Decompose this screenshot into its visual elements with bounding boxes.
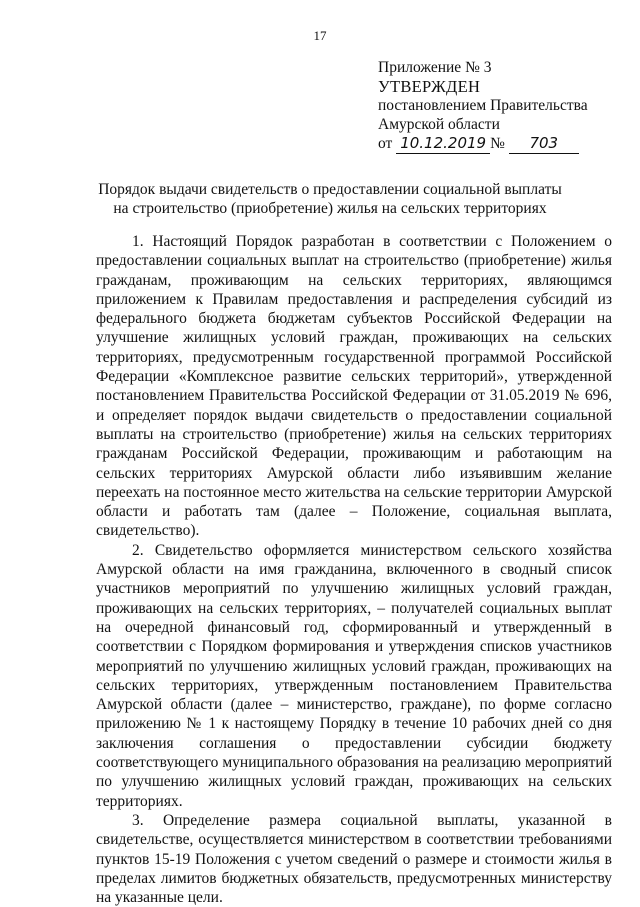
appendix-label: Приложение № 3 — [378, 59, 492, 76]
resolution-label: постановлением Правительства — [378, 97, 588, 114]
approval-block — [378, 58, 588, 154]
region-label: Амурской области — [378, 116, 500, 133]
paragraph-2: 2. Свидетельство оформляется министерством сельского хозяйства Амурской области на имя гражданина, включенного в сводный список участников мероприятий по улучшению жилищных условий граждан, проживающих на сельских территориях, – получателей социальных выплат на очередной финансовый год, сформированный и утвержденный в соответствии с Порядком формирования и утверждения списков участников мероприятий по улучшению жилищных условий граждан, проживающих на сельских территориях, утвержденным постановлением Правительства Амурской области (далее – министерство, граждане), по форме согласно приложению № 1 к настоящему Порядку в течение 10 рабочих дней со дня заключения соглашения о предоставлении субсидии бюджету соответствующего муниципального образования на реализацию мероприятий по улучшению жилищных условий граждан, проживающих на сельских территориях. — [96, 541, 612, 810]
page-number: 17 — [313, 28, 327, 43]
approved-label: УТВЕРЖДЕН — [378, 77, 481, 96]
title-line-2: на строительство (приобретение) жилья на сельских территориях — [113, 200, 547, 217]
document-title — [60, 180, 600, 218]
handwritten-number: 703 — [529, 134, 559, 152]
from-label: от — [378, 135, 393, 152]
title-line-1: Порядок выдачи свидетельств о предоставлении социальной выплаты — [98, 181, 562, 198]
handwritten-date: 10.12.2019 — [400, 134, 487, 152]
paragraph-1: 1. Настоящий Порядок разработан в соответствии с Положением о предоставлении социальных выплат на строительство (приобретение) жилья гражданам, проживающим на сельских территориях, являющимся приложением к Правилам предоставления и распределения субсидий из федерального бюджета бюджетам субъектов Российской Федерации на улучшение жилищных условий граждан, проживающих на сельских территориях, предусмотренным государственной программой Российской Федерации «Комплексное развитие сельских территорий», утвержденной постановлением Правительства Российской Федерации от 31.05.2019 № 696, и определяет порядок выдачи свидетельств о предоставлении социальной выплаты на строительство (приобретение) жилья на сельских территориях гражданам Российской Федерации, проживающим и работающим на сельских территориях Амурской области либо изъявившим желание переехать на постоянное место жительства на сельские территории Амурской области и работать там (далее – Положение, социальная выплата, свидетельство). — [96, 233, 612, 540]
document-body — [96, 232, 612, 907]
paragraph-3: 3. Определение размера социальной выплаты, указанной в свидетельстве, осуществляется министерством в соответствии требованиями пунктов 15-19 Положения с учетом сведений о размере и стоимости жилья в пределах лимитов бюджетных обязательств, предусмотренных министерству на указанные цели. — [96, 811, 612, 907]
number-sign: № — [490, 135, 505, 152]
date-number-line — [378, 134, 588, 154]
